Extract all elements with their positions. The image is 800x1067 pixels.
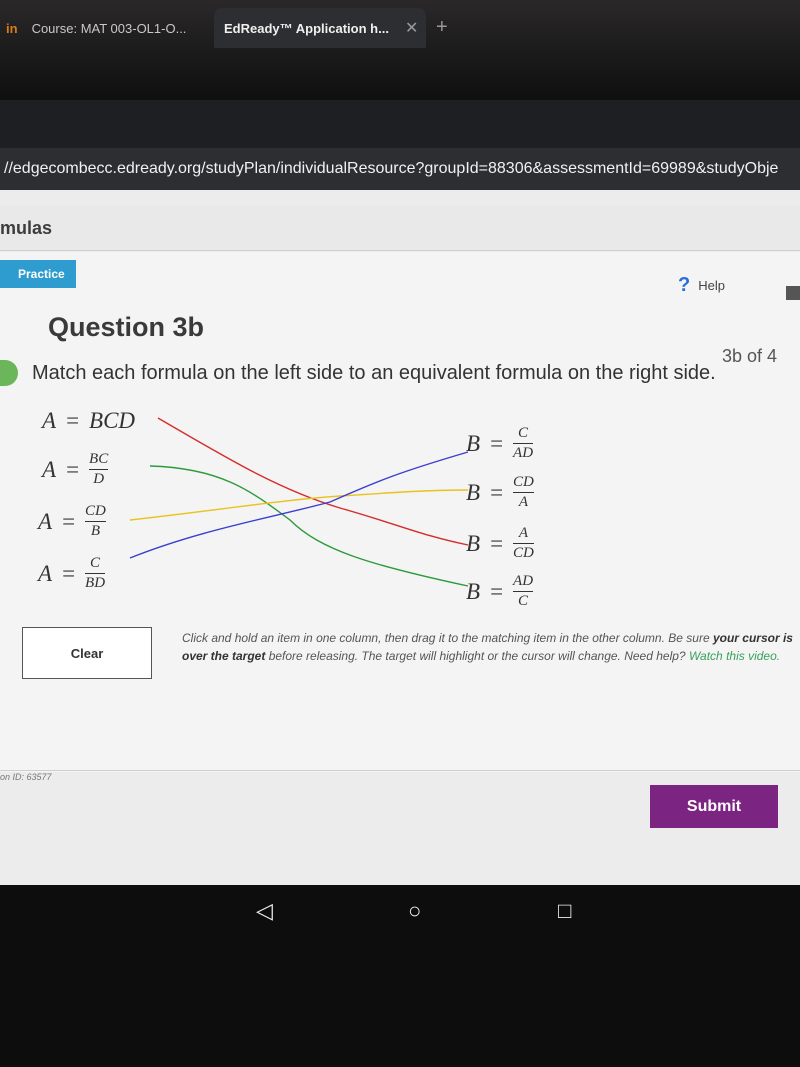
formula-eq: = — [490, 578, 504, 604]
numerator: AD — [513, 573, 534, 589]
formula-lhs: B — [466, 479, 481, 505]
left-formula-4[interactable] — [38, 556, 105, 591]
denominator: AD — [513, 445, 534, 461]
right-formula-1[interactable] — [466, 426, 533, 461]
formula-fraction — [513, 574, 533, 609]
practice-tab[interactable]: Practice — [0, 260, 76, 288]
formula-fraction — [89, 452, 108, 487]
right-formula-4[interactable] — [466, 574, 533, 609]
formula-fraction — [85, 504, 106, 539]
denominator: BD — [85, 575, 106, 591]
left-formula-3[interactable] — [38, 504, 106, 539]
formula-lhs: A — [42, 456, 57, 482]
browser-tab-course[interactable] — [0, 8, 216, 48]
instructions — [182, 629, 800, 665]
formula-fraction — [513, 526, 534, 561]
left-formula-1[interactable] — [42, 408, 135, 434]
left-formula-2[interactable] — [42, 452, 108, 487]
numerator: A — [518, 525, 529, 541]
formula-fraction — [85, 556, 105, 591]
watch-video-link[interactable]: Watch this video. — [688, 649, 781, 663]
formula-fraction — [513, 426, 533, 461]
formula-fraction — [513, 475, 534, 510]
right-formula-2[interactable] — [466, 475, 534, 510]
recents-icon[interactable]: □ — [558, 898, 572, 923]
tab-label: Course: MAT 003-OL1-O... — [31, 20, 187, 36]
numerator: C — [518, 425, 529, 441]
match-line-3 — [130, 490, 468, 520]
help-label: Help — [698, 278, 725, 293]
question-title: Question 3b — [48, 312, 205, 342]
formula-eq: = — [490, 530, 504, 556]
formula-lhs: A — [38, 508, 53, 534]
instructions-bold: your cursor is over the target — [182, 631, 793, 663]
page-header-title: mulas — [0, 218, 53, 238]
footer-divider — [0, 770, 800, 771]
formula-eq: = — [490, 479, 504, 505]
formula-rhs: BCD — [89, 408, 136, 433]
new-tab-button[interactable]: + — [436, 16, 448, 38]
question-counter: 3b of 4 — [722, 346, 778, 366]
help-icon: ? — [678, 274, 691, 296]
question-prompt: Match each formula on the left side to an equivalent formula on the right side. — [32, 362, 716, 384]
right-formula-3[interactable] — [466, 526, 534, 561]
question-id: on ID: 63577 — [0, 772, 52, 782]
formula-lhs: A — [38, 560, 53, 586]
numerator: CD — [85, 503, 106, 519]
formula-eq: = — [62, 508, 76, 534]
instructions-text: Click and hold an item in one column, then drag it to the matching item in the other column. Be sure — [182, 631, 713, 645]
denominator: A — [518, 494, 529, 510]
browser-tab-edready[interactable] — [214, 8, 426, 48]
denominator: B — [90, 523, 101, 539]
help-button[interactable] — [678, 274, 725, 297]
denominator: C — [518, 593, 529, 609]
formula-eq: = — [66, 408, 80, 433]
formula-lhs: B — [466, 530, 481, 556]
denominator: D — [93, 471, 105, 487]
tab-label: EdReady™ Application h... — [224, 20, 389, 36]
submit-button[interactable]: Submit — [650, 785, 778, 828]
formula-eq: = — [62, 560, 76, 586]
formula-lhs: B — [466, 578, 481, 604]
instructions-text: before releasing. The target will highlight or the cursor will change. Need help? — [265, 649, 689, 663]
address-bar[interactable]: //edgecombecc.edready.org/studyPlan/individualResource?groupId=88306&assessmentId=69989&studyObje — [0, 148, 800, 190]
formula-lhs: B — [466, 430, 481, 456]
numerator: C — [90, 555, 101, 571]
page-header — [0, 205, 800, 251]
clear-button[interactable]: Clear — [22, 627, 152, 679]
match-line-2 — [150, 466, 468, 586]
menu-icon[interactable] — [786, 286, 800, 300]
denominator: CD — [513, 545, 534, 561]
numerator: CD — [513, 474, 534, 490]
course-favicon-icon: in — [6, 20, 18, 36]
home-icon[interactable]: ○ — [408, 898, 422, 923]
numerator: BC — [89, 451, 109, 467]
formula-lhs: A — [42, 408, 57, 433]
formula-eq: = — [66, 456, 80, 482]
android-nav-bar — [0, 885, 800, 1067]
formula-eq: = — [490, 430, 504, 456]
close-tab-icon[interactable]: ✕ — [404, 20, 419, 37]
back-icon[interactable]: ◁ — [256, 898, 273, 923]
match-line-1 — [158, 418, 468, 545]
